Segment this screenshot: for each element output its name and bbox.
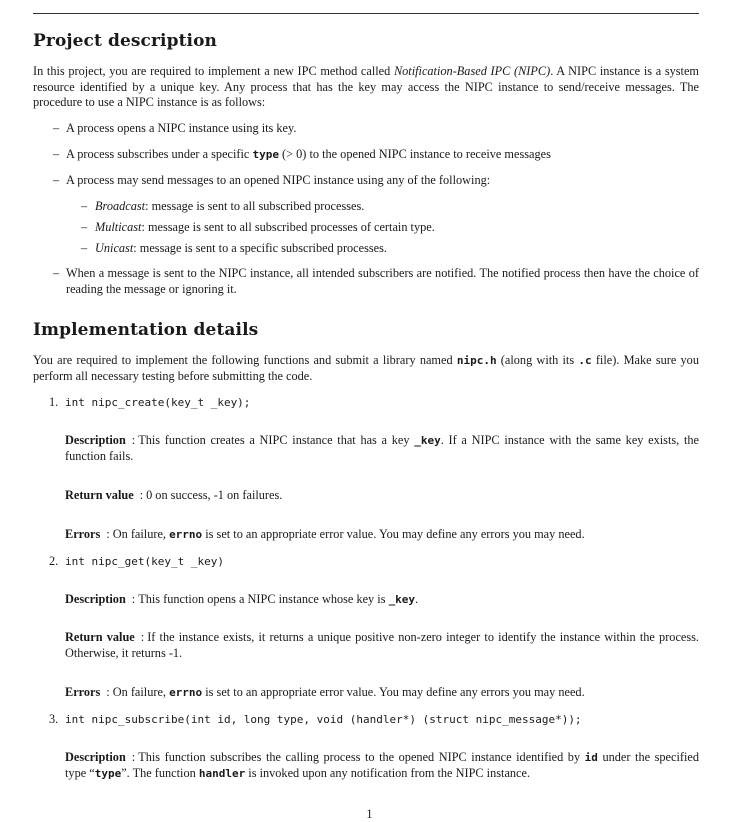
broadcast-term: Broadcast	[95, 199, 146, 213]
bullet-text: When a message is sent to the NIPC instance, all intended subscribers are notified. The notified process then have the choice of reading the message or ignoring it.	[66, 266, 699, 296]
top-rule	[33, 13, 699, 14]
sub-bullet-multicast: – Multicast: message is sent to all subscribed processes of certain type.	[81, 220, 435, 234]
project-intro-paragraph	[33, 64, 699, 111]
nipc-term: Notification-Based IPC (NIPC)	[393, 64, 551, 78]
sub-bullet-unicast: – Unicast: message is sent to a specific subscribed processes.	[81, 241, 387, 255]
signature-code: int nipc_subscribe(int id, long type, void (handler*) (struct nipc_message*));	[65, 713, 582, 726]
item-number: 1.	[49, 395, 59, 409]
function-1-errors: Errors : On failure, errno is set to an appropriate error value. You may define any errors you may need.	[65, 527, 585, 541]
signature-code: int nipc_get(key_t _key)	[65, 555, 224, 568]
bullet-notification	[53, 266, 699, 297]
bullet-subscribe	[53, 147, 699, 163]
function-1-description: Description : This function creates a NIPC instance that has a key _key. If a NIPC instance with the same key exists, the function fails.	[65, 433, 699, 463]
bullet-dash: –	[81, 241, 88, 255]
multicast-term: Multicast	[95, 220, 142, 234]
function-3-description: Description : This function subscribes the calling process to the opened NIPC instance identified by id under the specified type “type”. The function handler is invoked upon any notification from the NIPC instance.	[65, 750, 699, 780]
function-2-errors: Errors : On failure, errno is set to an appropriate error value. You may define any errors you may need.	[65, 685, 585, 699]
nipc-h-code: nipc.h	[456, 354, 497, 367]
project-description-heading: Project description	[33, 31, 218, 51]
bullet-text: A process may send messages to an opened NIPC instance using any of the following:	[66, 173, 491, 187]
bullet-dash: –	[81, 220, 88, 234]
unicast-term: Unicast	[95, 241, 134, 255]
function-2-description: Description : This function opens a NIPC instance whose key is _key.	[65, 592, 419, 606]
bullet-dash: –	[53, 266, 60, 280]
type-code: type	[252, 148, 279, 161]
c-file-code: .c	[578, 354, 592, 367]
bullet-text: A process subscribes under a specific type (> 0) to the opened NIPC instance to receive messages	[66, 147, 551, 161]
item-number: 3.	[49, 712, 59, 726]
bullet-dash: –	[81, 199, 88, 213]
intro-text: In this project, you are required to implement a new IPC method called	[33, 64, 394, 78]
sub-bullet-broadcast: – Broadcast: message is sent to all subscribed processes.	[81, 199, 365, 213]
item-number: 2.	[49, 554, 59, 568]
function-2-return-value: Return value : If the instance exists, it returns a unique positive non-zero integer to identify the instance within the process. Otherwise, it returns -1.	[65, 630, 700, 660]
bullet-dash: –	[53, 173, 60, 187]
function-1-return-value: Return value : 0 on success, -1 on failures.	[65, 488, 283, 502]
implementation-intro-paragraph: You are required to implement the following functions and submit a library named nipc.h (along with its .c file). Make sure you perform all necessary testing before submitting the code.	[33, 353, 699, 383]
bullet-dash: –	[53, 121, 60, 135]
bullet-send-messages	[53, 173, 699, 189]
intro-text-rest: . A NIPC instance is a system resource identified by a unique key. Any process that has the key may access the NIPC instance to send/receive messages. The procedure to use a NIPC instance is as follows:	[33, 64, 699, 109]
bullet-text: A process opens a NIPC instance using its key.	[66, 121, 297, 135]
signature-code: int nipc_create(key_t _key);	[65, 396, 251, 409]
page-number: 1	[366, 807, 373, 821]
bullet-open-instance	[53, 121, 699, 137]
bullet-dash: –	[53, 147, 60, 161]
implementation-details-heading: Implementation details	[33, 320, 259, 340]
